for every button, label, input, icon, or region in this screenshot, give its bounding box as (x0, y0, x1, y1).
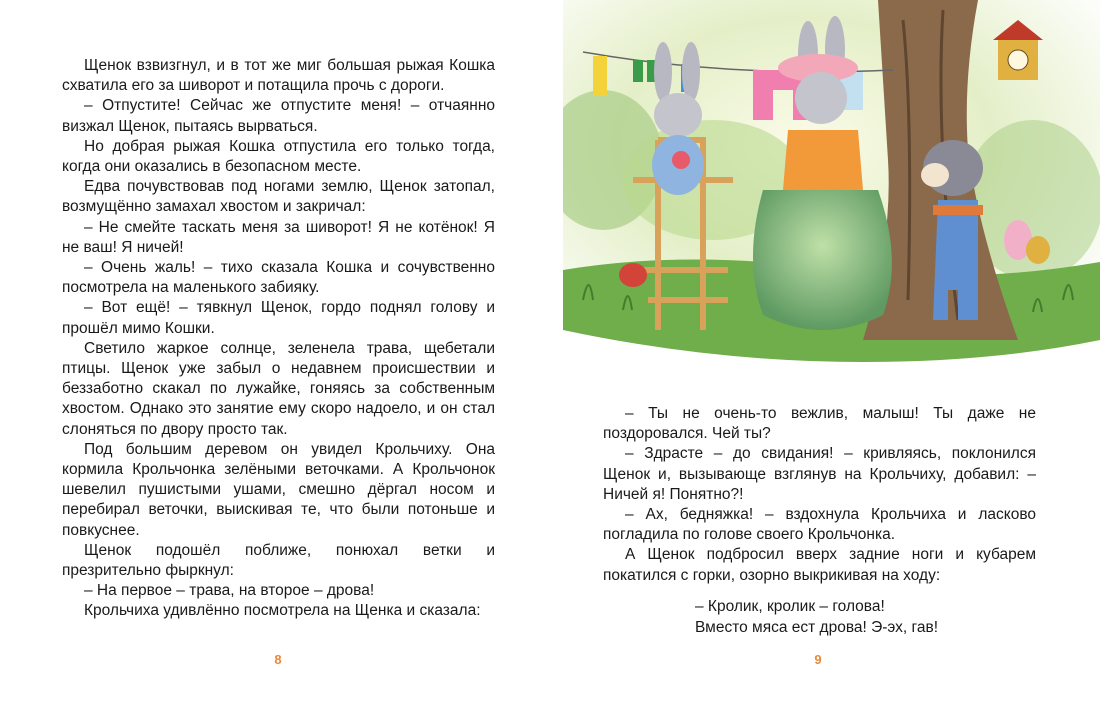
page-number-left: 8 (274, 652, 282, 667)
story-illustration (563, 0, 1100, 372)
paragraph: – Вот ещё! – тявкнул Щенок, гордо поднял голову и прошёл мимо Кошки. (62, 299, 495, 337)
right-text-block (603, 404, 1036, 586)
paragraph: – Очень жаль! – тихо сказала Кошка и сочувственно посмотрела на маленького забияку. (62, 259, 495, 297)
paragraph: А Щенок подбросил вверх задние ноги и кубарем покатился с горки, озорно выкрикивая на ходу: (603, 546, 1036, 584)
paragraph: Под большим деревом он увидел Крольчиху. Она кормила Крольчонка зелёными веточками. А Крольчонок шевелил пушистыми ушами, смешно дёргал носом и перебирал веточки, выискивая те, что были потоньше и повкуснее. (62, 440, 495, 539)
paragraph: Светило жаркое солнце, зеленела трава, щебетали птицы. Щенок уже забыл о недавнем происшествии и беззаботно скакал по лужайке, гоняясь за собственным хвостом. Однако это занятие ему скоро надоело, и он стал слоняться по двору просто так. (62, 339, 495, 438)
paragraph: – Отпустите! Сейчас же отпустите меня! – отчаянно визжал Щенок, пытаясь вырваться. (62, 97, 495, 135)
right-page (550, 0, 1100, 719)
page-number-right: 9 (814, 652, 822, 667)
paragraph: – На первое – трава, на второе – дрова! (84, 582, 375, 600)
paragraph: – Ах, бедняжка! – вздохнула Крольчиха и ласково погладила по голове своего Крольчонка. (603, 506, 1036, 544)
paragraph: – Ты не очень-то вежлив, малыш! Ты даже не поздоровался. Чей ты? (603, 405, 1036, 443)
paragraph: Щенок подошёл поближе, понюхал ветки и презрительно фыркнул: (62, 541, 495, 580)
paragraph: Щенок взвизгнул, и в тот же миг большая рыжая Кошка схватила его за шиворот и потащила прочь с дороги. (62, 57, 495, 95)
illustration-art (563, 0, 1100, 372)
paragraph: Но добрая рыжая Кошка отпустила его только тогда, когда они оказались в безопасном месте. (62, 137, 495, 176)
left-text-block (62, 56, 495, 622)
paragraph: Едва почувствовав под ногами землю, Щенок затопал, возмущённо замахал хвостом и закричал: (62, 178, 495, 216)
poem-line: – Кролик, кролик – голова! (695, 598, 885, 615)
poem (695, 597, 938, 638)
paragraph: – Здрасте – до свидания! – кривляясь, поклонился Щенок и, вызывающе взглянув на Крольчиху, добавил: – Ничей я! Понятно?! (603, 445, 1036, 503)
paragraph: Крольчиха удивлённо посмотрела на Щенка и сказала: (84, 602, 481, 620)
paragraph: – Не смейте таскать меня за шиворот! Я не котёнок! Я не ваш! Я ничей! (62, 218, 495, 256)
poem-line: Вместо мяса ест дрова! Э-эх, гав! (695, 618, 938, 636)
